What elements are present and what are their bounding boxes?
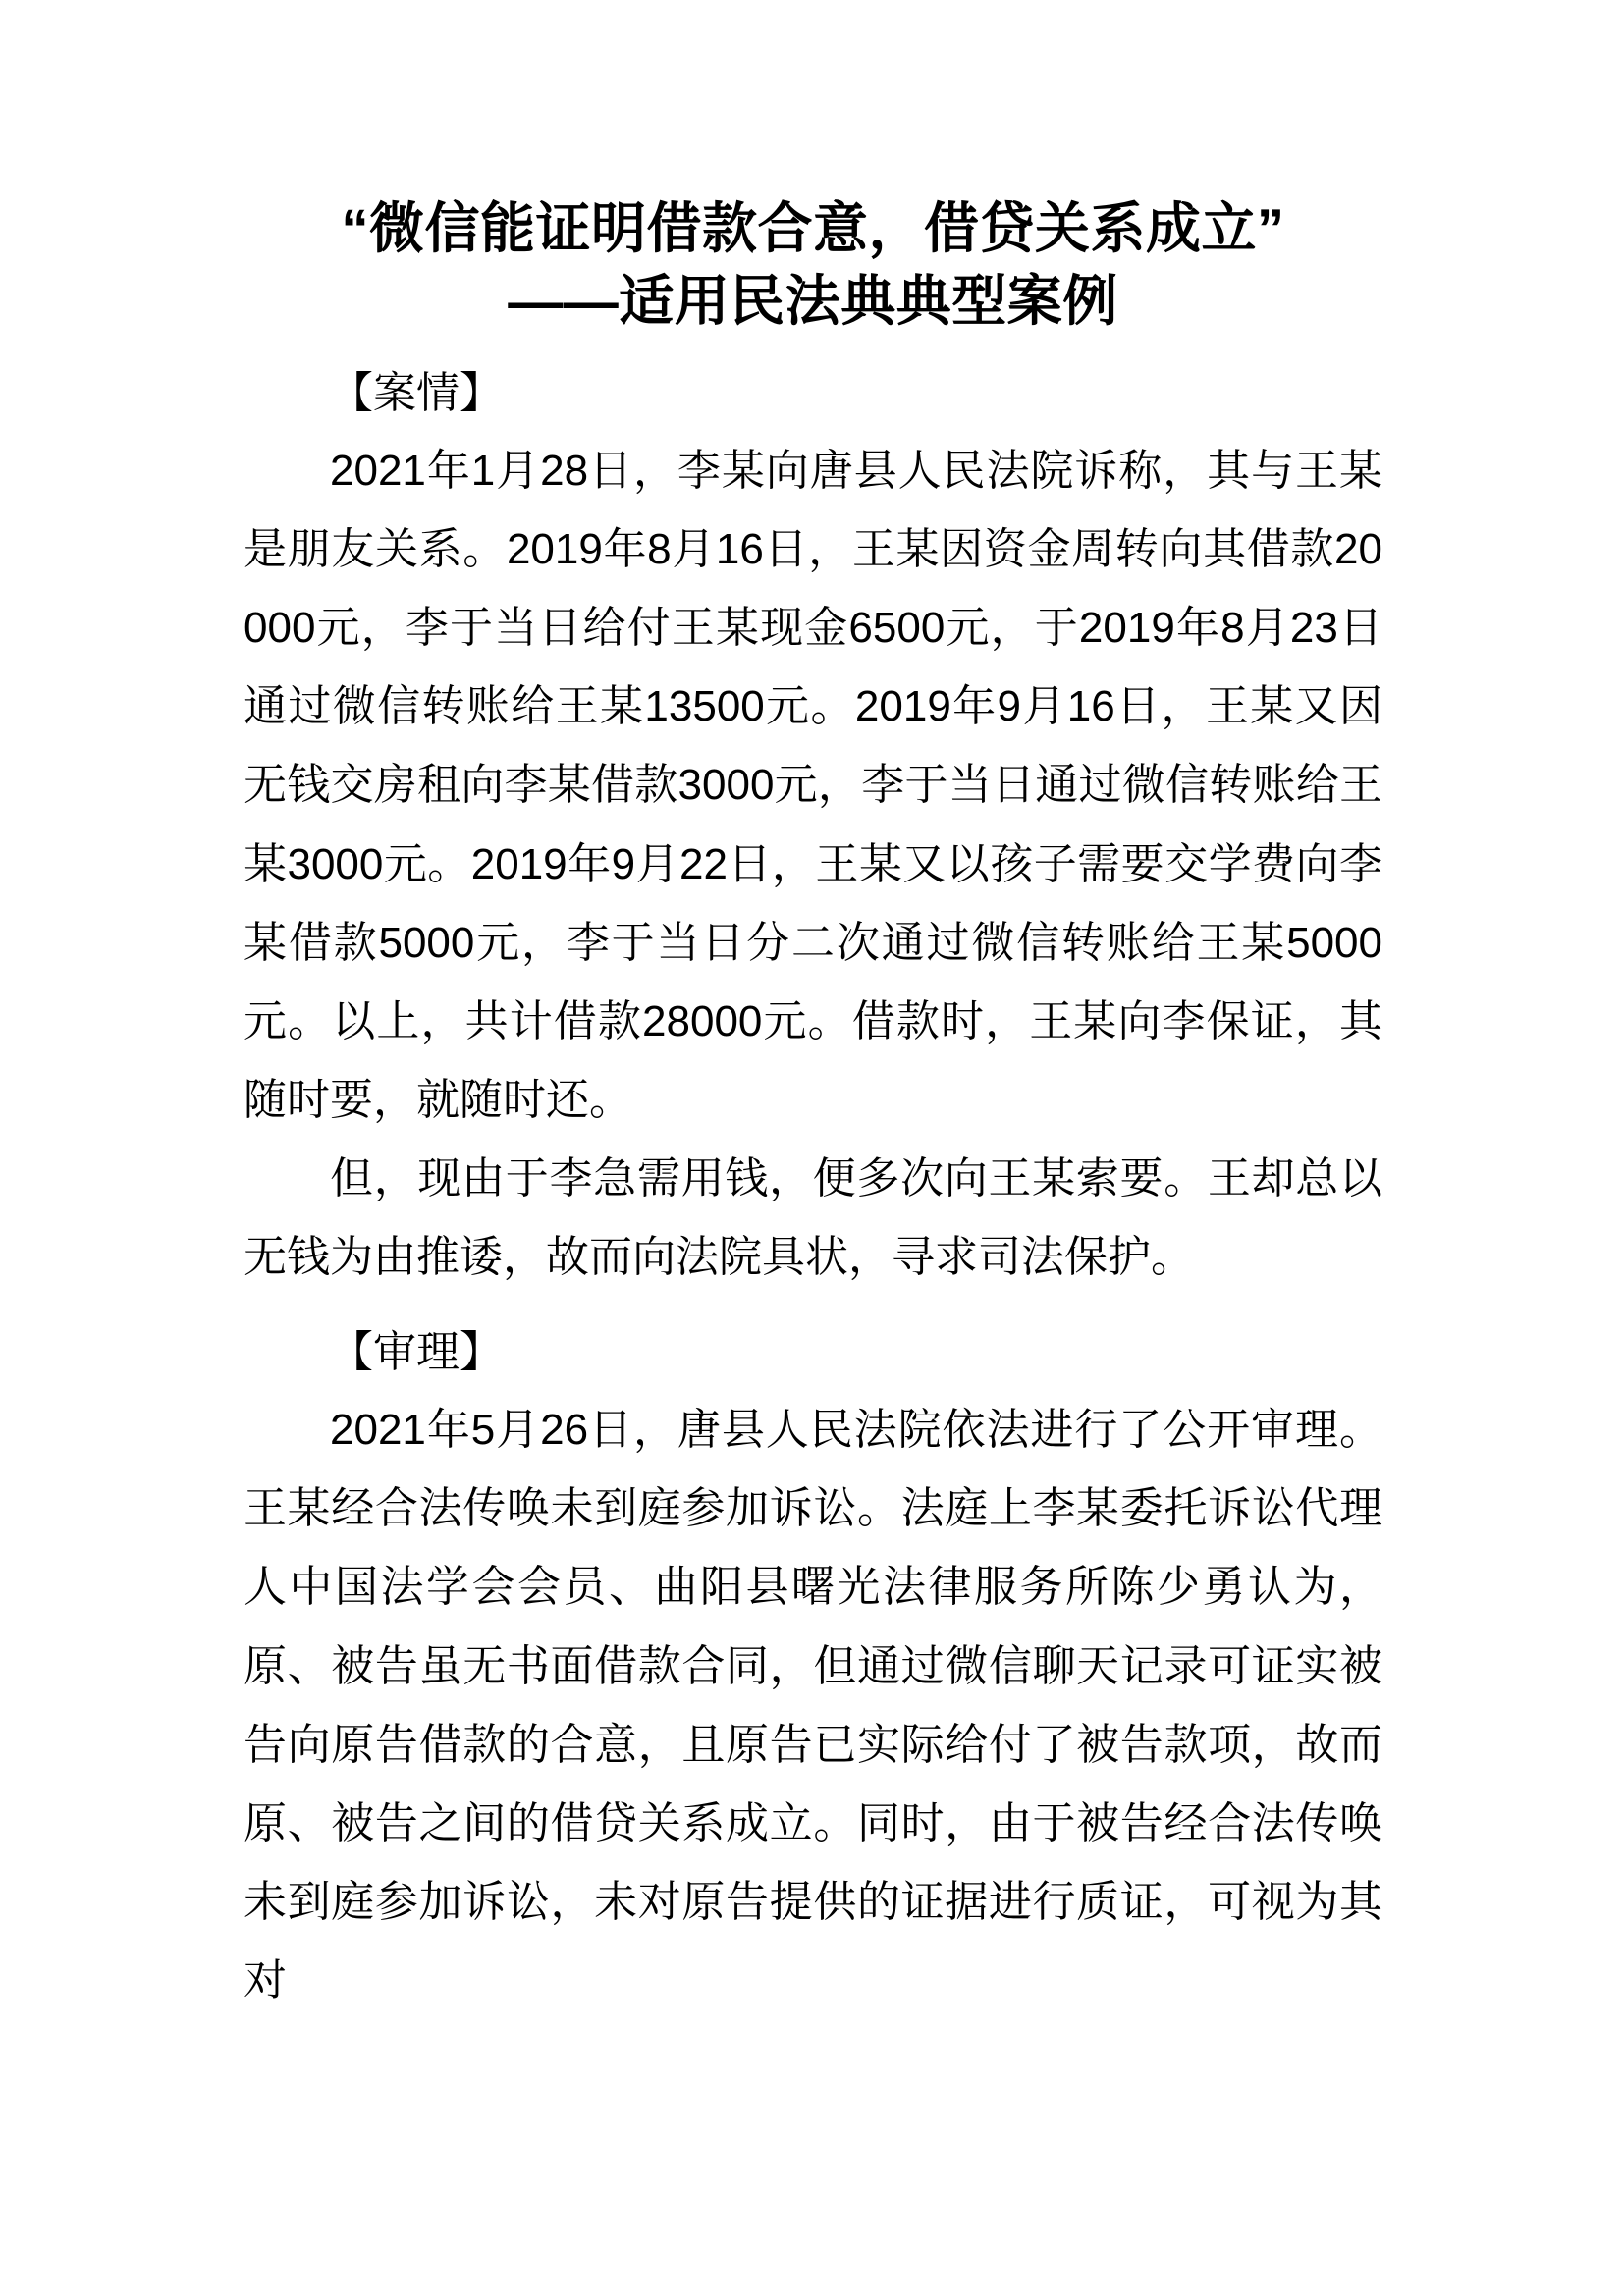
paragraph-case-facts-1: 2021年1月28日，李某向唐县人民法院诉称，其与王某是朋友关系。2019年8月16日，王某因资金周转向其借款20000元，李于当日给付王某现金6500元，于2019年8月23日通过微信转账给王某13500元。2019年9月16日，王某又因无钱交房租向李某借款3000元，李于当日通过微信转账给王某3000元。2019年9月22日，王某又以孩子需要交学费向李某借款5000元，李于当日分二次通过微信转账给王某5000元。以上，共计借款28000元。借款时，王某向李保证，其随时要，就随时还。 xyxy=(244,447,1382,1124)
section-heading-trial: 【审理】 xyxy=(330,1327,503,1376)
page-title-line-2: ——适用民法典典型案例 xyxy=(508,269,1118,332)
page-title xyxy=(244,192,1382,338)
paragraph-trial-1: 2021年5月26日，唐县人民法院依法进行了公开审理。王某经合法传唤未到庭参加诉讼。法庭上李某委托诉讼代理人中国法学会会员、曲阳县曙光法律服务所陈少勇认为，原、被告虽无书面借款合同，但通过微信聊天记录可证实被告向原告借款的合意，且原告已实际给付了被告款项，故而原、被告之间的借贷关系成立。同时，由于被告经合法传唤未到庭参加诉讼，未对原告提供的证据进行质证，可视为其对 xyxy=(244,1406,1382,2004)
paragraph-case-facts-2: 但，现由于李急需用钱，便多次向王某索要。王却总以无钱为由推诿，故而向法院具状，寻求司法保护。 xyxy=(244,1153,1382,1281)
document-content xyxy=(244,192,1382,2020)
section-heading-case-facts: 【案情】 xyxy=(330,368,503,417)
page-title-line-1: “微信能证明借款合意，借贷关系成立” xyxy=(341,197,1285,259)
